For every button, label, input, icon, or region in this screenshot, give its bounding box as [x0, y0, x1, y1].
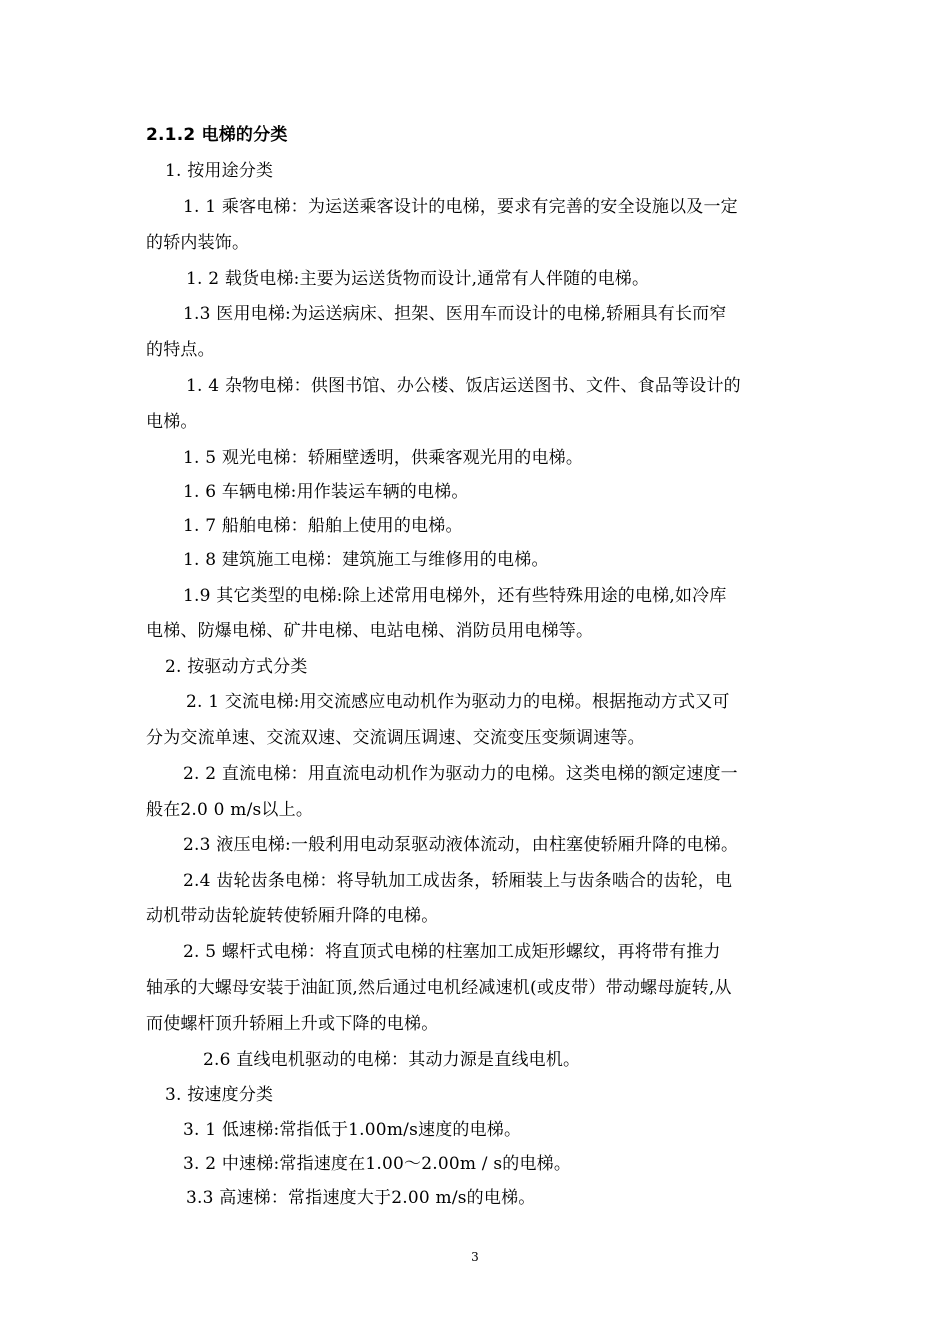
text-line: 1. 5 观光电梯：轿厢壁透明，供乘客观光用的电梯。: [183, 448, 584, 468]
text-line: 电梯、防爆电梯、矿井电梯、电站电梯、消防员用电梯等。: [146, 621, 594, 641]
text-line: 的特点。: [146, 340, 215, 360]
text-line: 1. 1 乘客电梯：为运送乘客设计的电梯，要求有完善的安全设施以及一定: [183, 197, 738, 217]
text-line: 2.6 直线电机驱动的电梯：其动力源是直线电机。: [203, 1050, 581, 1070]
text-line: 1.3 医用电梯:为运送病床、担架、医用车而设计的电梯,轿厢具有长而窄: [183, 304, 727, 324]
section-heading: 2.1.2 电梯的分类: [146, 125, 288, 145]
text-line: 1. 2 载货电梯:主要为运送货物而设计,通常有人伴随的电梯。: [186, 269, 650, 289]
text-line: 3. 按速度分类: [165, 1085, 274, 1105]
text-line: 3. 1 低速梯:常指低于1.00m/s速度的电梯。: [183, 1120, 522, 1140]
text-line: 1. 7 船舶电梯：船舶上使用的电梯。: [183, 516, 463, 536]
text-line: 1. 8 建筑施工电梯：建筑施工与维修用的电梯。: [183, 550, 549, 570]
text-line: 3. 2 中速梯:常指速度在1.00～2.00m / s的电梯。: [183, 1154, 572, 1174]
text-line: 电梯。: [146, 412, 198, 432]
text-line: 分为交流单速、交流双速、交流调压调速、交流变压变频调速等。: [146, 728, 645, 748]
text-line: 2. 5 螺杆式电梯：将直顶式电梯的柱塞加工成矩形螺纹，再将带有推力: [183, 942, 721, 962]
text-line: 的轿内装饰。: [146, 233, 250, 253]
text-line: 2.4 齿轮齿条电梯：将导轨加工成齿条，轿厢装上与齿条啮合的齿轮，电: [183, 871, 733, 891]
text-line: 动机带动齿轮旋转使轿厢升降的电梯。: [146, 906, 439, 926]
text-line: 般在2.0 0 m/s以上。: [146, 800, 314, 820]
text-line: 2.3 液压电梯:一般利用电动泵驱动液体流动，由柱塞使轿厢升降的电梯。: [183, 835, 739, 855]
text-line: 1.9 其它类型的电梯:除上述常用电梯外，还有些特殊用途的电梯,如冷库: [183, 586, 727, 606]
text-line: 1. 4 杂物电梯：供图书馆、办公楼、饭店运送图书、文件、食品等设计的: [186, 376, 741, 396]
text-line: 2. 2 直流电梯：用直流电动机作为驱动力的电梯。这类电梯的额定速度一: [183, 764, 738, 784]
text-line: 轴承的大螺母安装于油缸顶,然后通过电机经减速机(或皮带）带动螺母旋转,从: [146, 978, 732, 998]
text-line: 而使螺杆顶升轿厢上升或下降的电梯。: [146, 1014, 439, 1034]
text-line: 2. 1 交流电梯:用交流感应电动机作为驱动力的电梯。根据拖动方式又可: [186, 692, 730, 712]
text-line: 2. 按驱动方式分类: [165, 657, 308, 677]
text-line: 1. 6 车辆电梯:用作装运车辆的电梯。: [183, 482, 469, 502]
text-line: 1. 按用途分类: [165, 161, 274, 181]
text-line: 3.3 高速梯：常指速度大于2.00 m/s的电梯。: [186, 1188, 536, 1208]
page-number: 3: [471, 1250, 479, 1264]
